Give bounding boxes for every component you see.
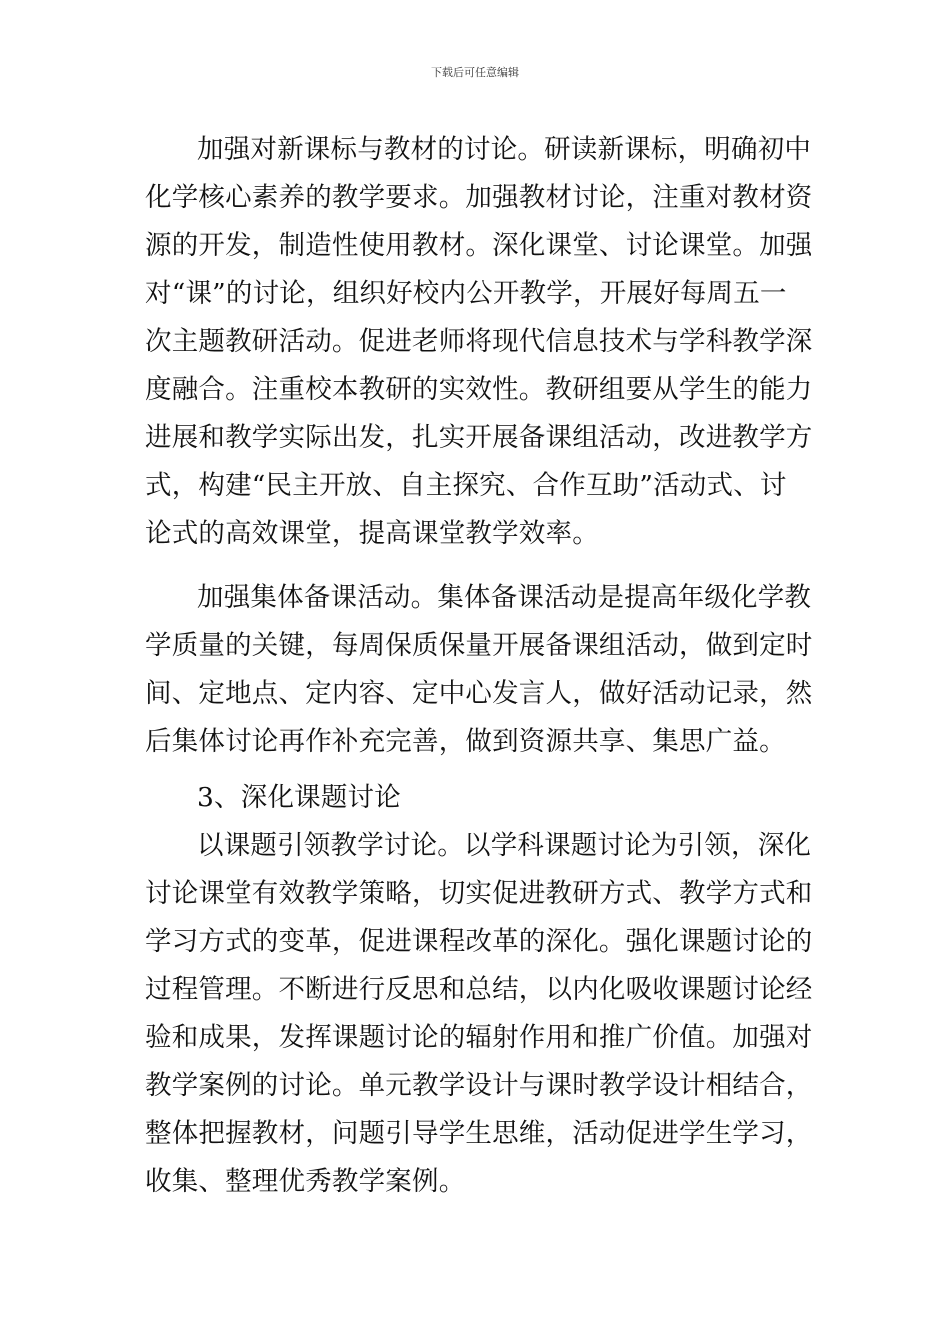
text-line: 验和成果，发挥课题讨论的辐射作用和推广价值。加强对 [145, 1022, 813, 1053]
text-line: 对“课”的讨论，组织好校内公开教学，开展好每周五一 [145, 278, 787, 309]
text-line: 加强集体备课活动。集体备课活动是提高年级化学教 [197, 582, 812, 613]
text-line: 间、定地点、定内容、定中心发言人，做好活动记录，然 [145, 678, 813, 709]
text-line: 加强对新课标与教材的讨论。研读新课标，明确初中 [197, 134, 812, 165]
text-line: 进展和教学实际出发，扎实开展备课组活动，改进教学方 [145, 422, 813, 453]
text-line: 学质量的关键，每周保质保量开展备课组活动，做到定时 [145, 630, 813, 661]
text-line: 次主题教研活动。促进老师将现代信息技术与学科教学深 [145, 326, 813, 357]
text-line: 式，构建“民主开放、自主探究、合作互助”活动式、讨 [145, 470, 787, 501]
text-line: 以课题引领教学讨论。以学科课题讨论为引领，深化 [197, 830, 812, 861]
text-line: 收集、整理优秀教学案例。 [145, 1166, 466, 1197]
page-header: 下载后可任意编辑 [431, 66, 519, 79]
text-line: 学习方式的变革，促进课程改革的深化。强化课题讨论的 [145, 926, 813, 957]
text-line: 度融合。注重校本教研的实效性。教研组要从学生的能力 [145, 374, 813, 405]
text-line: 过程管理。不断进行反思和总结，以内化吸收课题讨论经 [145, 974, 813, 1005]
section-heading: 3、深化课题讨论 [197, 782, 401, 813]
text-line: 后集体讨论再作补充完善，做到资源共享、集思广益。 [145, 726, 786, 757]
text-line: 化学核心素养的教学要求。加强教材讨论，注重对教材资 [145, 182, 813, 213]
text-line: 整体把握教材，问题引导学生思维，活动促进学生学习， [145, 1118, 813, 1149]
text-line: 论式的高效课堂，提高课堂教学效率。 [145, 518, 599, 549]
text-line: 教学案例的讨论。单元教学设计与课时教学设计相结合， [145, 1070, 813, 1101]
text-line: 源的开发，制造性使用教材。深化课堂、讨论课堂。加强 [145, 230, 813, 261]
text-line: 讨论课堂有效教学策略，切实促进教研方式、教学方式和 [145, 878, 813, 909]
